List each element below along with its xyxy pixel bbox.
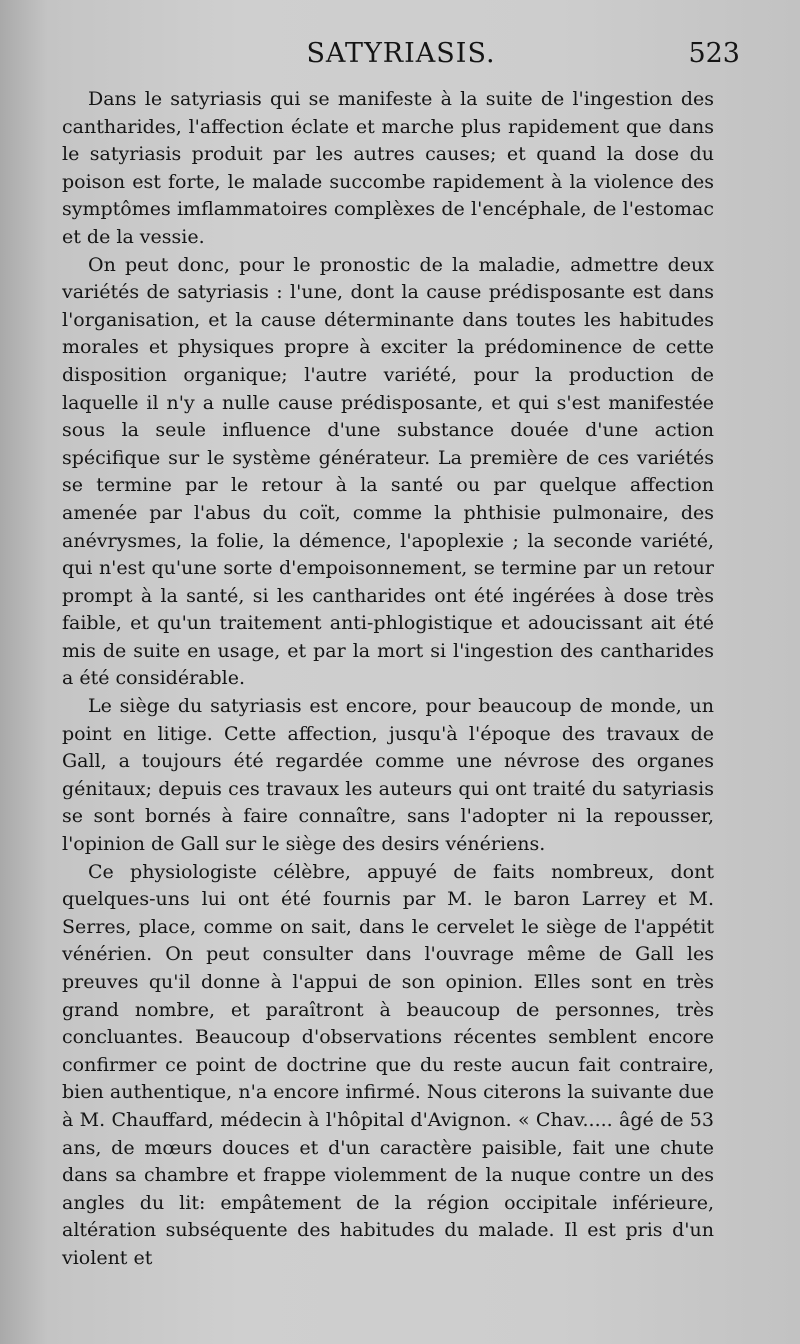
paragraph-2: On peut donc, pour le pronostic de la maladie, admettre deux variétés de satyriasis : l'une, dont la cause prédisposante est dans l'organisation, et la cause déterminante dans toutes les habitudes morales et physiques propre à exciter la prédominence de cette disposition organique; l'autre variété, pour la production de laquelle il n'y a nulle cause prédisposante, et qui s'est manifestée sous la seule influence d'une substance douée d'une action spécifique sur le système générateur. La première de ces variétés se termine par le retour à la santé ou par quelque affection amenée par l'abus du coït, comme la phthisie pulmonaire, des anévrysmes, la folie, la démence, l'apoplexie ; la seconde variété, qui n'est qu'une sorte d'empoisonnement, se termine par un retour prompt à la santé, si les cantharides ont été ingérées à dose très faible, et qu'un traitement anti-phlogistique et adoucissant ait été mis de suite en usage, et par la mort si l'ingestion des cantharides a été considérable. <box>62 253 714 690</box>
running-head: SATYRIASIS. <box>306 38 496 69</box>
page-header <box>62 38 740 78</box>
paragraph-1: Dans le satyriasis qui se manifeste à la suite de l'ingestion des cantharides, l'affection éclate et marche plus rapidement que dans le satyriasis produit par les autres causes; et quand la dose du poison est forte, le malade succombe rapidement à la violence des symptômes imflammatoires complèxes de l'encéphale, de l'estomac et de la vessie. <box>62 88 714 248</box>
paragraph-4: Ce physiologiste célèbre, appuyé de faits nombreux, dont quelques-uns lui ont été fournis par M. le baron Larrey et M. Serres, place, comme on sait, dans le cervelet le siège de l'appétit vénérien. On peut consulter dans l'ouvrage même de Gall les preuves qu'il donne à l'appui de son opinion. Elles sont en très grand nombre, et paraîtront à beaucoup de personnes, très concluantes. Beaucoup d'observations récentes semblent encore confirmer ce point de doctrine que du reste aucun fait contraire, bien authentique, n'a encore infirmé. Nous citerons la suivante due à M. Chauffard, médecin à l'hôpital d'Avignon. « Chav..... âgé de 53 ans, de mœurs douces et d'un caractère paisible, fait une chute dans sa chambre et frappe violemment de la nuque contre un des angles du lit: empâtement de la région occipitale inférieure, altération subséquente des habitudes du malade. Il est pris d'un violent et <box>62 860 714 1269</box>
body-text <box>62 86 714 1273</box>
paragraph-3: Le siège du satyriasis est encore, pour beaucoup de monde, un point en litige. Cette affection, jusqu'à l'époque des travaux de Gall, a toujours été regardée comme une névrose des organes génitaux; depuis ces travaux les auteurs qui ont traité du satyriasis se sont bornés à faire connaître, sans l'adopter ni la repousser, l'opinion de Gall sur le siège des desirs vénériens. <box>62 695 714 856</box>
page-number: 523 <box>688 38 740 69</box>
